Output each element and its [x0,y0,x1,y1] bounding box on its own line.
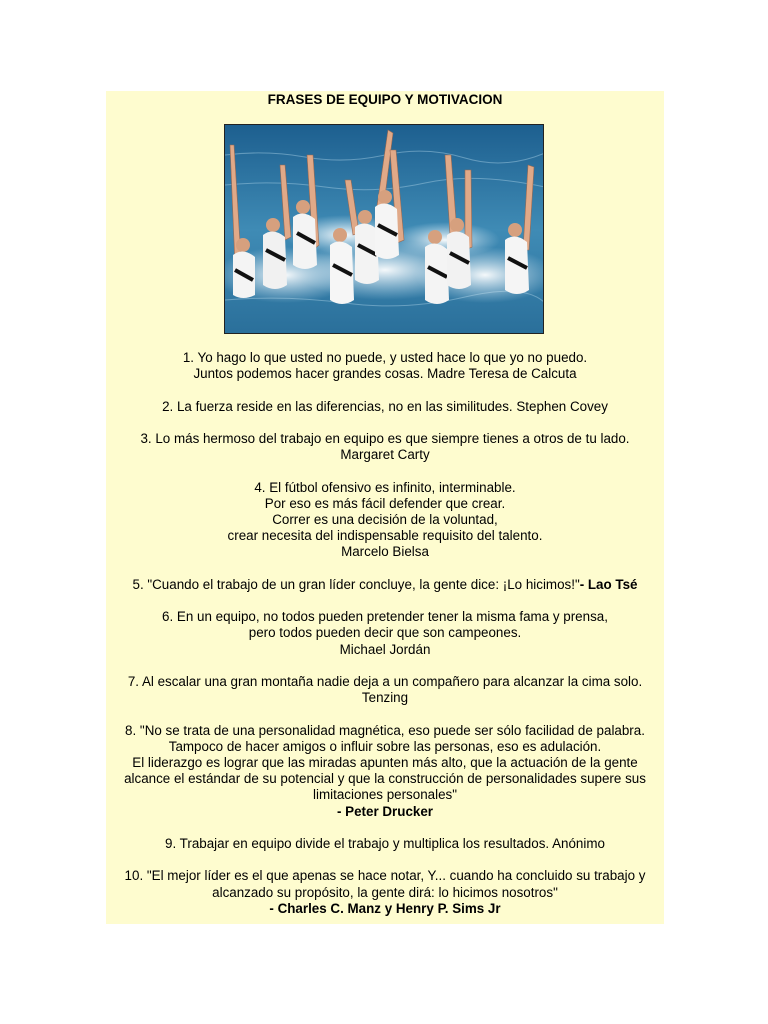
quote-item [106,399,664,415]
quote-item [106,609,664,658]
quote-line: crear necesita del indispensable requisito del talento. [227,528,543,544]
quote-line: 7. Al escalar una gran montaña nadie deja a un compañero para alcanzar la cima solo. [127,673,643,689]
quote-item [106,350,664,382]
quote-line: 1. Yo hago lo que usted no puede, y usted hace lo que yo no puedo. [182,350,588,365]
quote-line: Michael Jordán [339,641,431,657]
quote-line: 4. El fútbol ofensivo es infinito, interminable. [254,479,516,495]
quote-line: Juntos podemos hacer grandes cosas. Madre Teresa de Calcuta [193,366,577,382]
quote-item [106,836,664,852]
quote-text: 5. "Cuando el trabajo de un gran líder concluye, la gente dice: ¡Lo hicimos!" [132,576,580,592]
quote-author: - Peter Drucker [336,803,433,819]
quote-line: Tenzing [361,690,409,706]
quote-line: alcanzado su propósito, la gente dirá: lo hicimos nosotros" [212,884,558,900]
document-page [106,91,664,924]
quote-line: Correr es una decisión de la voluntad, [272,511,498,527]
quote-line: 9. Trabajar en equipo divide el trabajo y multiplica los resultados. Anónimo [165,835,605,851]
quote-line: limitaciones personales" [313,787,457,803]
quote-item [106,674,664,706]
quote-item [106,577,664,593]
quote-line: Por eso es más fácil defender que crear. [264,495,506,511]
quote-line: pero todos pueden decir que son campeones. [248,625,522,641]
quote-item [106,431,664,463]
quote-line: 10. "El mejor líder es el que apenas se hace notar, Y... cuando ha concluido su trabajo y [124,868,646,884]
page-title: FRASES DE EQUIPO Y MOTIVACION [267,92,503,107]
synchronized-swimming-photo [224,124,544,334]
quote-line: 6. En un equipo, no todos pueden pretender tener la misma fama y prensa, [162,609,608,625]
quote-line: Tampoco de hacer amigos o influir sobre las personas, eso es adulación. [168,738,602,754]
quote-line: 3. Lo más hermoso del trabajo en equipo es que siempre tienes a otros de tu lado. [140,430,630,446]
quote-item [106,480,664,561]
quote-line: alcance el estándar de su potencial y que la construcción de personalidades supere sus [124,771,646,787]
quote-line: Marcelo Bielsa [341,544,429,560]
quote-author: - Lao Tsé [579,576,638,592]
quote-line: Margaret Carty [340,447,430,463]
quote-line: 8. "No se trata de una personalidad magnética, eso puede ser sólo facilidad de palabra. [125,722,645,738]
quote-item [106,723,664,820]
quotes-list [106,350,664,933]
quote-author: - Charles C. Manz y Henry P. Sims Jr [269,900,501,916]
quote-line [106,577,664,593]
quote-line: 2. La fuerza reside en las diferencias, no en las similitudes. Stephen Covey [162,398,608,414]
quote-line: El liderazgo es lograr que las miradas apunten más alto, que la actuación de la gente [132,754,638,770]
quote-item [106,868,664,917]
